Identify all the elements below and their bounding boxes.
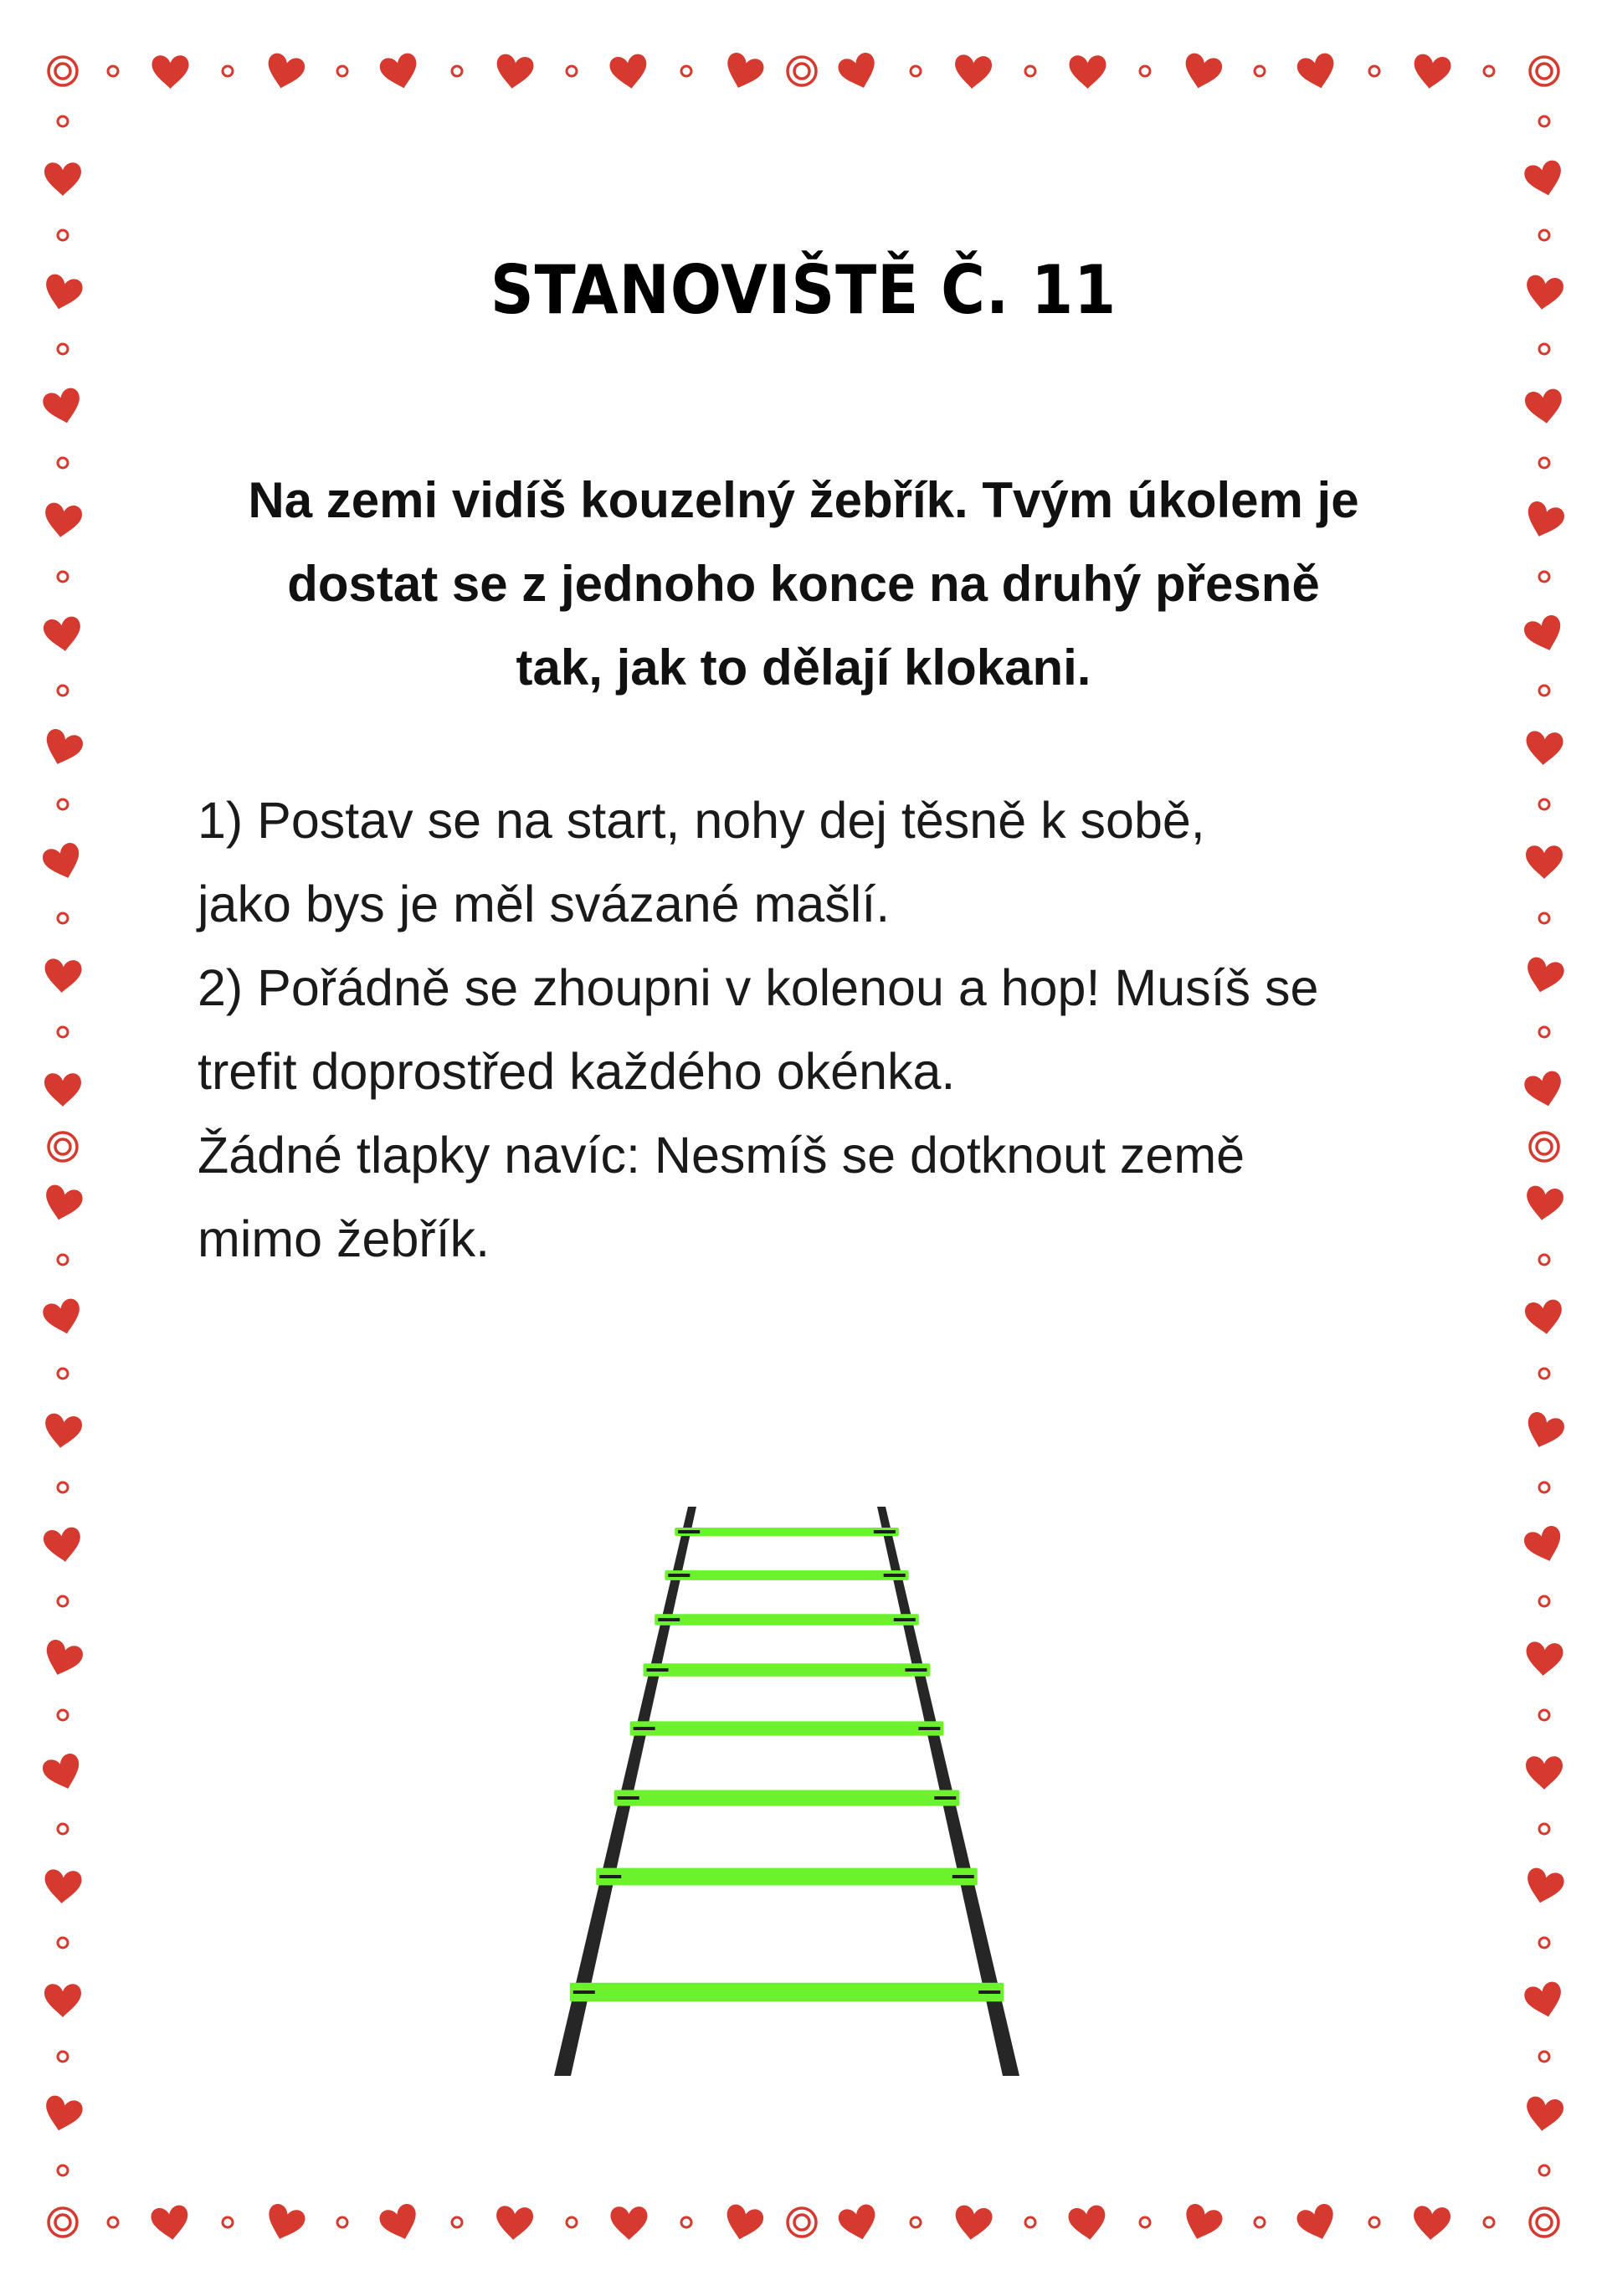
heart-icon (42, 1412, 83, 1450)
heart-icon (608, 53, 649, 90)
dot-icon (1539, 572, 1549, 582)
dot-icon (58, 1824, 68, 1834)
dot-icon (1255, 2217, 1265, 2227)
instruction-line: Žádné tlapky navíc: Nesmíš se dotknout země (198, 1127, 1245, 1184)
heart-icon (837, 2202, 881, 2243)
double-circle-icon (1530, 1133, 1558, 1161)
ladder-rung-clip (658, 1618, 680, 1621)
dot-icon (58, 2165, 68, 2175)
instructions (198, 778, 1503, 1281)
heart-icon (1522, 1980, 1566, 2021)
heart-icon (1523, 2095, 1564, 2133)
heart-icon (41, 1297, 85, 1338)
ladder-rung (570, 1983, 1004, 2002)
double-circle-icon (788, 57, 816, 85)
heart-icon (377, 2201, 423, 2244)
dot-icon (58, 1369, 68, 1379)
dot-icon (1539, 1596, 1549, 1606)
dot-icon (1539, 116, 1549, 126)
page-title: STANOVIŠTĚ Č. 11 (490, 251, 1117, 329)
heart-icon (1523, 274, 1564, 311)
heart-icon (1522, 499, 1567, 542)
dot-icon (681, 66, 691, 76)
heart-icon (1524, 1298, 1565, 1336)
heart-icon (1295, 2201, 1340, 2244)
heart-icon (41, 2093, 85, 2134)
ladder-rung-clip (634, 1727, 655, 1730)
ladder-rung-clip (647, 1668, 669, 1672)
dot-icon (1539, 2052, 1549, 2062)
heart-icon (1522, 1069, 1566, 1110)
ladder-rung-clip (978, 1990, 1000, 1994)
dot-icon (1539, 799, 1549, 809)
heart-icon (1522, 1410, 1567, 1452)
dot-icon (58, 1482, 68, 1492)
dot-icon (911, 2217, 921, 2227)
double-circle-icon (1530, 57, 1558, 85)
heart-icon (721, 2202, 765, 2243)
double-circle-icon (788, 2208, 816, 2237)
dot-icon (1255, 66, 1265, 76)
dot-icon (1539, 1369, 1549, 1379)
heart-icon (611, 2206, 648, 2240)
ladder-rung-clip (573, 1990, 595, 1994)
dot-icon (911, 66, 921, 76)
heart-icon (1412, 2206, 1451, 2242)
heart-icon (1524, 388, 1565, 425)
dot-icon (58, 2052, 68, 2062)
dot-icon (337, 2217, 347, 2227)
heart-icon (1523, 1184, 1564, 1222)
dot-icon (58, 1710, 68, 1720)
dot-icon (1539, 1710, 1549, 1720)
heart-icon (1522, 955, 1566, 996)
dot-icon (223, 2217, 233, 2227)
heart-icon (150, 2204, 191, 2242)
double-circle-icon (49, 57, 77, 85)
heart-icon (40, 1751, 85, 1794)
heart-icon (1526, 1756, 1563, 1790)
intro-line: dostat se z jednoho konce na druhý přesně (287, 556, 1320, 612)
ladder-rung (644, 1663, 931, 1676)
dot-icon (1539, 1482, 1549, 1492)
dot-icon (452, 2217, 462, 2227)
dot-icon (58, 913, 68, 923)
ladder-rung-clip (905, 1668, 927, 1672)
heart-icon (378, 51, 422, 92)
ladder-rung (655, 1614, 919, 1626)
dot-icon (58, 799, 68, 809)
dot-icon (1539, 344, 1549, 354)
heart-icon (1522, 1866, 1566, 1907)
dot-icon (567, 2217, 577, 2227)
ladder-rung (614, 1790, 960, 1806)
heart-icon (1525, 731, 1564, 767)
heart-icon (1296, 51, 1339, 92)
ladder-rung-clip (874, 1530, 896, 1533)
dot-icon (58, 458, 68, 468)
heart-icon (42, 501, 83, 539)
heart-icon (44, 1073, 81, 1107)
heart-icon (1522, 613, 1567, 655)
dot-icon (567, 66, 577, 76)
heart-icon (41, 386, 85, 427)
double-circle-icon (49, 1133, 77, 1161)
heart-icon (43, 615, 84, 653)
ladder-rung-clip (668, 1574, 690, 1577)
instruction-line: jako bys je měl svázané mašlí. (198, 876, 891, 932)
dot-icon (1539, 913, 1549, 923)
heart-icon (836, 50, 881, 93)
dot-icon (58, 344, 68, 354)
ladder-rung (630, 1721, 944, 1735)
heart-icon (953, 54, 993, 90)
dot-icon (58, 1596, 68, 1606)
heart-icon (952, 2204, 993, 2242)
ladder-rung-clip (934, 1796, 956, 1800)
ladder-rung (665, 1570, 908, 1580)
dot-icon (452, 66, 462, 76)
dot-icon (1484, 2217, 1494, 2227)
dot-icon (1369, 2217, 1379, 2227)
agility-ladder-image (552, 1498, 1021, 2084)
intro-line: tak, jak to dělají klokani. (516, 639, 1091, 696)
ladder-rung (596, 1868, 978, 1886)
dot-icon (58, 1255, 68, 1265)
task-intro (176, 459, 1431, 710)
ladder-rung-clip (884, 1574, 906, 1577)
dot-icon (58, 1027, 68, 1037)
heart-icon (263, 51, 306, 92)
intro-line: Na zemi vidíš kouzelný žebřík. Tvým úkolem je (248, 472, 1359, 528)
heart-icon (43, 1526, 84, 1564)
dot-icon (1140, 2217, 1150, 2227)
ladder-rung-clip (952, 1875, 974, 1878)
dot-icon (1539, 458, 1549, 468)
dot-icon (1539, 2165, 1549, 2175)
heart-icon (152, 55, 189, 89)
heart-icon (1180, 51, 1224, 92)
instruction-line: 1) Postav se na start, nohy dej těsně k sobě, (198, 792, 1205, 849)
heart-icon (1067, 2204, 1108, 2242)
double-circle-icon (1530, 2208, 1558, 2237)
dot-icon (681, 2217, 691, 2227)
heart-icon (41, 1183, 85, 1224)
ladder-rung-clip (599, 1875, 621, 1878)
dot-icon (58, 230, 68, 240)
heart-icon (1525, 1641, 1564, 1677)
ladder-rung-clip (894, 1618, 916, 1621)
dot-icon (1369, 66, 1379, 76)
ladder-rung-clip (618, 1796, 639, 1800)
instruction-line: trefit doprostřed každého okénka. (198, 1043, 956, 1100)
heart-icon (1411, 53, 1452, 90)
instruction-line: 2) Pořádně se zhoupni v kolenou a hop! Musíš se (198, 959, 1319, 1016)
dot-icon (1484, 66, 1494, 76)
instruction-line: mimo žebřík. (198, 1210, 490, 1267)
dot-icon (1539, 1027, 1549, 1037)
heart-icon (44, 1984, 81, 2017)
dot-icon (1025, 66, 1035, 76)
ladder-rung-clip (678, 1530, 700, 1533)
heart-icon (1522, 158, 1566, 199)
heart-icon (44, 162, 81, 196)
dot-icon (337, 66, 347, 76)
heart-icon (1526, 845, 1563, 879)
double-circle-icon (49, 2208, 77, 2237)
heart-icon (494, 53, 535, 90)
heart-icon (40, 727, 85, 769)
dot-icon (223, 66, 233, 76)
dot-icon (1025, 2217, 1035, 2227)
dot-icon (1539, 686, 1549, 696)
ladder-rung-clip (918, 1727, 940, 1730)
dot-icon (1539, 1255, 1549, 1265)
heart-icon (1179, 2201, 1225, 2244)
heart-icon (44, 1869, 83, 1905)
heart-icon (262, 2201, 307, 2244)
ladder-rung (675, 1528, 899, 1536)
dot-icon (58, 1938, 68, 1948)
heart-icon (495, 2206, 534, 2242)
heart-icon (40, 1637, 85, 1680)
dot-icon (1140, 66, 1150, 76)
heart-icon (1522, 1523, 1567, 1566)
heart-icon (721, 50, 766, 93)
heart-icon (44, 958, 83, 994)
heart-icon (40, 840, 85, 883)
heart-icon (41, 272, 85, 313)
dot-icon (108, 2217, 118, 2227)
dot-icon (1539, 1938, 1549, 1948)
dot-icon (1539, 1824, 1549, 1834)
dot-icon (1539, 230, 1549, 240)
dot-icon (108, 66, 118, 76)
dot-icon (58, 686, 68, 696)
dot-icon (58, 116, 68, 126)
dot-icon (58, 572, 68, 582)
heart-icon (1070, 55, 1106, 89)
